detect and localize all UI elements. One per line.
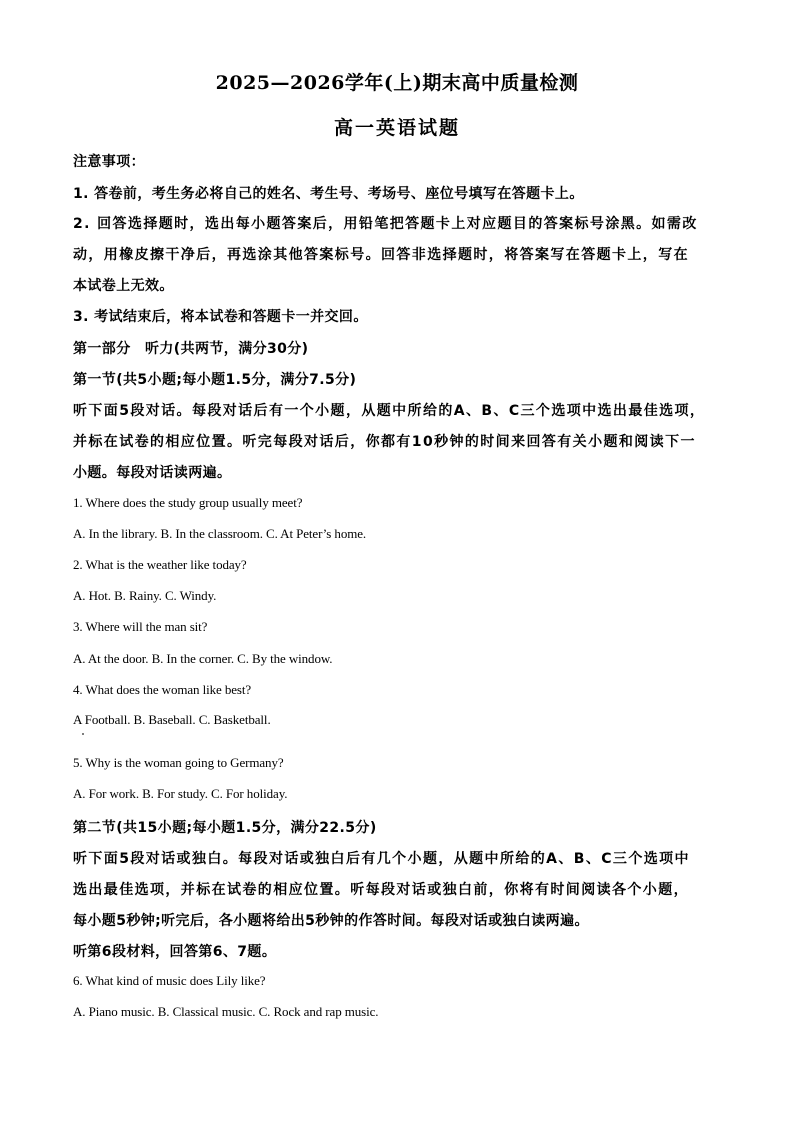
- question-3: 3. Where will the man sit?: [73, 619, 208, 634]
- section1-heading: 第一节(共5小题;每小题1.5分，满分7.5分): [73, 372, 357, 388]
- question-5: 5. Why is the woman going to Germany?: [73, 755, 284, 770]
- section2-heading: 第二节(共15小题;每小题1.5分，满分22.5分): [73, 820, 377, 836]
- section1-instruction-line-2: 并标在试卷的相应位置。听完每段对话后，你都有10秒钟的时间来回答有关小题和阅读下一: [73, 434, 696, 450]
- exam-subtitle: 高一英语试题: [333, 117, 460, 139]
- question-2: 2. What is the weather like today?: [73, 557, 247, 572]
- question-1-options: A. In the library. B. In the classroom. C. At Peter’s home.: [73, 526, 367, 541]
- section1-instruction-line-3: 小题。每段对话读两遍。: [73, 465, 232, 481]
- notice-heading: 注意事项：: [73, 154, 145, 170]
- notice-item-3: 3. 考试结束后，将本试卷和答题卡一并交回。: [73, 309, 368, 325]
- section1-instruction-line-1: 听下面5段对话。每段对话后有一个小题，从题中所给的A、B、C三个选项中选出最佳选项，: [73, 403, 706, 419]
- section2-instruction-line-2: 选出最佳选项，并标在试卷的相应位置。听每段对话或独白前，你将有时间阅读各个小题，: [73, 882, 689, 898]
- part1-heading: 第一部分 听力(共两节，满分30分): [73, 341, 309, 357]
- notice-item-2-line-1: 2. 回答选择题时，选出每小题答案后，用铅笔把答题卡上对应题目的答案标号涂黑。如需改: [73, 216, 698, 232]
- question-6: 6. What kind of music does Lily like?: [73, 973, 266, 988]
- question-6-options: A. Piano music. B. Classical music. C. Rock and rap music.: [73, 1004, 379, 1019]
- stray-dot-mark: [82, 733, 84, 735]
- exam-title: 2025—2026学年(上)期末高中质量检测: [215, 72, 579, 94]
- notice-item-1: 1. 答卷前，考生务必将自己的姓名、考生号、考场号、座位号填写在答题卡上。: [73, 186, 584, 202]
- question-1: 1. Where does the study group usually meet?: [73, 495, 303, 510]
- section2-instruction-line-1: 听下面5段对话或独白。每段对话或独白后有几个小题，从题中所给的A、B、C三个选项中: [73, 851, 690, 867]
- question-4: 4. What does the woman like best?: [73, 682, 252, 697]
- material-6-heading: 听第6段材料，回答第6、7题。: [73, 944, 277, 960]
- notice-item-2-line-3: 本试卷上无效。: [73, 278, 174, 294]
- question-4-options: A Football. B. Baseball. C. Basketball.: [73, 712, 271, 727]
- question-3-options: A. At the door. B. In the corner. C. By the window.: [73, 651, 333, 666]
- question-5-options: A. For work. B. For study. C. For holiday.: [73, 786, 288, 801]
- section2-instruction-line-3: 每小题5秒钟;听完后，各小题将给出5秒钟的作答时间。每段对话或独白读两遍。: [73, 913, 589, 929]
- notice-item-2-line-2: 动，用橡皮擦干净后，再选涂其他答案标号。回答非选择题时，将答案写在答题卡上，写在: [73, 247, 689, 263]
- question-2-options: A. Hot. B. Rainy. C. Windy.: [73, 588, 217, 603]
